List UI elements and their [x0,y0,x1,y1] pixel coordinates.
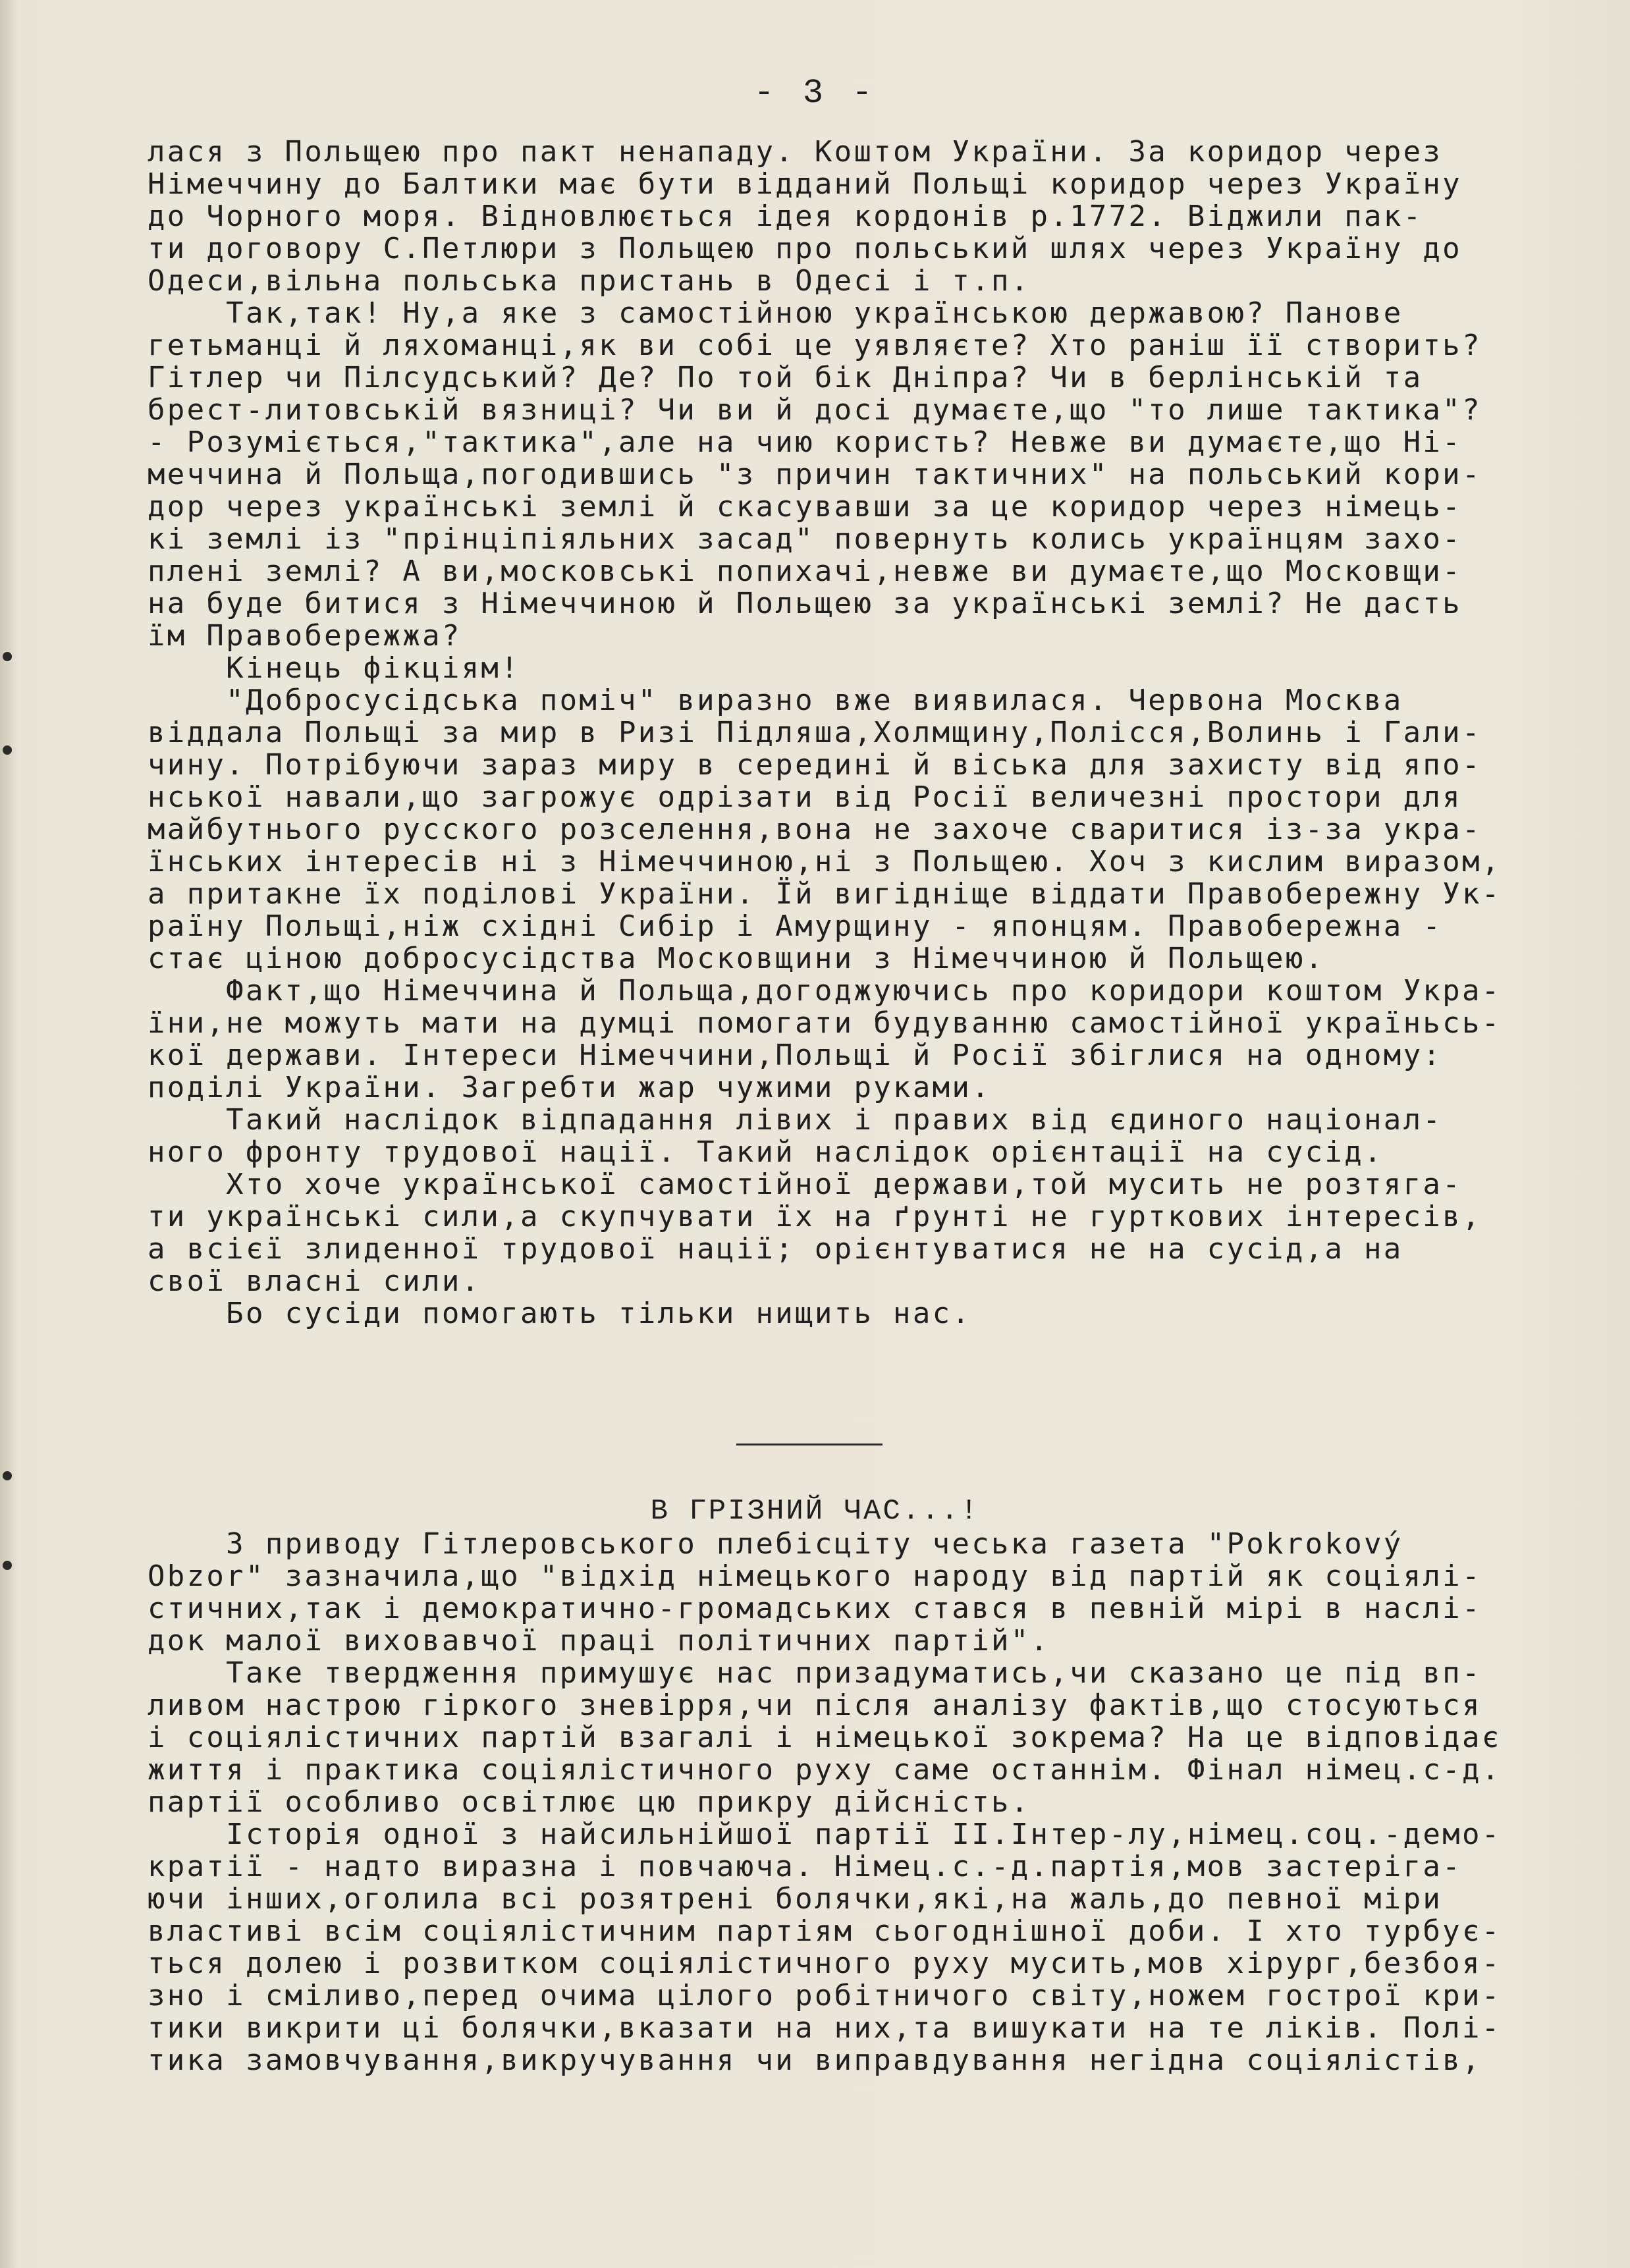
text-line: брест-литовській вязниці? Чи ви й досі думаєте,що "то лише тактика"? [148,393,1482,427]
text-line: дор через українські землі й скасувавши за це коридор через німець- [148,490,1462,524]
text-line: життя і практика соціялістичного руху саме останнім. Фінал німец.с-д. [148,1753,1502,1787]
text-line: кратії - надто виразна і повчаюча. Німец.с.-д.партія,мов застеріга- [148,1850,1462,1883]
text-line: ти договору С.Петлюри з Польщею про польський шлях через Україну до [148,232,1462,265]
text-line: їм Правобережжа? [148,619,462,653]
text-line: Бо сусіди помогають тільки нищить нас. [148,1297,972,1330]
text-line: їнських інтересів ні з Німеччиною,ні з Польщею. Хоч з кислим виразом, [148,845,1502,878]
text-line: ти українські сили,а скупчувати їх на ґрунті не гурткових інтересів, [148,1200,1482,1233]
text-line: Одеси,вільна польська пристань в Одесі і т.п. [148,264,1031,298]
text-line: до Чорного моря. Відновлюється ідея кордонів р.1772. Віджили пак- [148,200,1423,233]
text-line: зно і сміливо,перед очима цілого робітничого світу,ножем гострої кри- [148,1979,1502,2012]
text-line: Таке твердження примушує нас призадуматись,чи сказано це під вп- [148,1656,1482,1690]
text-line: З приводу Гітлеровського плебісціту чеська газета "Pokrokový [148,1527,1403,1561]
article-continuation-text [148,136,1557,1330]
text-line: ного фронту трудової нації. Такий наслідок орієнтації на сусід. [148,1135,1384,1169]
text-line: свої власні сили. [148,1264,481,1298]
text-line: нської навали,що загрожує одрізати від Росії величезні простори для [148,780,1462,814]
text-line: партії особливо освітлює цю прикру дійсність. [148,1785,1031,1819]
text-line: стичних,так і демократично-громадських стався в певній мірі в наслі- [148,1592,1482,1625]
text-line: їни,не можуть мати на думці помогати будуванню самостійної україньсь- [148,1006,1502,1040]
text-line: тика замовчування,викручування чи виправдування негідна соціялістів, [148,2043,1482,2077]
text-line: чину. Потрібуючи зараз миру в середині й віська для захисту від япо- [148,748,1482,782]
text-line: ться долею і розвитком соціялістичного руху мусить,мов хірург,безбоя- [148,1947,1502,1980]
punch-hole [3,1471,12,1480]
text-line: Кінець фікціям! [148,651,521,685]
text-line: властиві всім соціялістичним партіям сьогоднішної доби. І хто турбує- [148,1914,1502,1948]
text-line: кої держави. Інтереси Німеччини,Польщі й Росії збіглися на одному: [148,1039,1443,1072]
article-body-text [148,1528,1557,2076]
text-line: а притакне їх поділові України. Їй вигідніще віддати Правобережну Ук- [148,877,1502,911]
text-line: Так,так! Ну,а яке з самостійною українською державою? Панове [148,296,1403,330]
text-line: раїну Польщі,ніж східні Сибір і Амурщину - японцям. Правобережна - [148,909,1443,943]
text-line: Хто хоче української самостійної держави,той мусить не розтяга- [148,1168,1462,1201]
text-line: Obzor" зазначила,що "відхід німецького народу від партій як соціялі- [148,1559,1482,1593]
text-line: гетьманці й ляхоманці,як ви собі це уявляєте? Хто раніш її створить? [148,329,1482,362]
binding-edge [0,0,14,2268]
text-line: поділі України. Загребти жар чужими руками. [148,1071,991,1104]
text-line: і соціялістичних партій взагалі і німецької зокрема? На це відповідає [148,1721,1502,1754]
page-number: - 3 - [753,74,877,113]
text-line: на буде битися з Німеччиною й Польщею за українські землі? Не дасть [148,587,1462,620]
section-divider [736,1444,883,1445]
text-line: стає ціною добросусідства Московщини з Німеччиною й Польщею. [148,942,1325,975]
text-line: меччина й Польща,погодившись "з причин тактичних" на польський кори- [148,458,1482,491]
text-line: майбутнього русского розселення,вона не захоче сваритися із-за укра- [148,813,1482,846]
text-line: плені землі? А ви,московські попихачі,невже ви думаєте,що Московщи- [148,554,1462,588]
text-line: тики викрити ці болячки,вказати на них,та вишукати на те ліків. Полі- [148,2011,1502,2045]
punch-hole [3,745,12,755]
text-line: - Розуміється,"тактика",але на чию користь? Невже ви думаєте,що Ні- [148,425,1462,459]
text-line: лася з Польщею про пакт ненападу. Коштом України. За коридор через [148,135,1443,169]
text-line: віддала Польщі за мир в Ризі Підляша,Холмщину,Полісся,Волинь і Гали- [148,716,1482,749]
text-line: кі землі із "прінціпіяльних засад" повернуть колись українцям захо- [148,522,1462,556]
text-line: а всієї злиденної трудової нації; орієнтуватися не на сусід,а на [148,1232,1403,1266]
text-line: Такий наслідок відпадання лівих і правих від єдиного націонал- [148,1103,1443,1137]
text-line: Історія одної з найсильнійшої партії ІІ.Інтер-лу,німец.соц.-демо- [148,1818,1502,1851]
text-line: Німеччину до Балтики має бути відданий Польщі коридор через Україну [148,167,1462,201]
text-line: Факт,що Німеччина й Польща,догоджуючись про коридори коштом Укра- [148,974,1502,1008]
text-line: ливом настрою гіркого зневірря,чи після аналізу фактів,що стосуються [148,1688,1482,1722]
text-line: ючи інших,оголила всі розятрені болячки,які,на жаль,до певної міри [148,1882,1443,1916]
text-line: Гітлер чи Пілсудський? Де? По той бік Дніпра? Чи в берлінській та [148,361,1423,394]
article-heading: В ГРІЗНИЙ ЧАС...! [650,1495,980,1528]
text-line: док малої виховавчої праці політичних партій". [148,1624,1050,1658]
text-line: "Добросусідська поміч" виразно вже виявилася. Червона Москва [148,684,1403,717]
punch-hole [3,652,12,661]
punch-hole [3,1561,12,1570]
